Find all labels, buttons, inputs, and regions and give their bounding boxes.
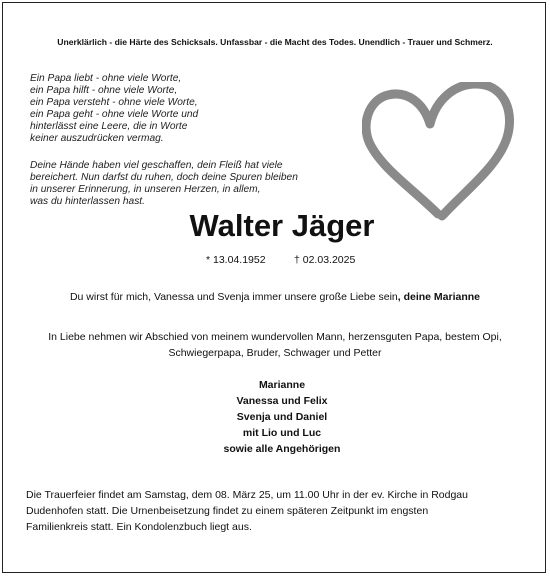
love-line bbox=[0, 291, 550, 303]
poem-line: ein Papa hilft - ohne viele Worte, bbox=[30, 85, 178, 97]
deceased-name: Walter Jäger bbox=[189, 208, 375, 243]
mourner: mit Lio und Luc bbox=[242, 426, 322, 439]
mourner: Vanessa und Felix bbox=[236, 394, 328, 407]
poem-line: in unserer Erinnerung, in unseren Herzen, in allem, bbox=[30, 184, 261, 196]
poem-line: hinterlässt eine Leere, die in Worte bbox=[30, 121, 188, 133]
love-line-text: Du wirst für mich, Vanessa und Svenja immer unsere große Liebe sein bbox=[69, 291, 398, 303]
ceremony-line: Die Trauerfeier findet am Samstag, dem 08. März 25, um 11.00 Uhr in der ev. Kirche in Rodgau bbox=[26, 489, 468, 501]
header-verse: Unerklärlich - die Härte des Schicksals. Unfassbar - die Macht des Todes. Unendlich - Trauer und Schmerz. bbox=[57, 37, 493, 47]
mourners-list bbox=[0, 378, 550, 458]
mourner: sowie alle Angehörigen bbox=[223, 442, 341, 455]
poem-line: Ein Papa liebt - ohne viele Worte, bbox=[30, 73, 182, 84]
poem-line: was du hinterlassen hast. bbox=[30, 196, 145, 208]
love-line-signature: , deine Marianne bbox=[397, 291, 481, 303]
birth-date: * 13.04.1952 bbox=[206, 254, 266, 266]
poem-line: ein Papa geht - ohne viele Worte und bbox=[30, 109, 199, 121]
poem-line: keiner auszudrücken vermag. bbox=[30, 133, 164, 145]
farewell-line-1: In Liebe nehmen wir Abschied von meinem wundervollen Mann, herzensguten Papa, bestem Opi, bbox=[48, 331, 502, 343]
death-date: † 02.03.2025 bbox=[294, 254, 356, 266]
poem-line: Deine Hände haben viel geschaffen, dein Fleiß hat viele bbox=[30, 160, 283, 171]
ceremony-line: Familienkreis statt. Ein Kondolenzbuch liegt aus. bbox=[26, 520, 252, 533]
poem-line: bereichert. Nun darfst du ruhen, doch deine Spuren bleiben bbox=[30, 172, 298, 184]
poem-stanza-1 bbox=[30, 73, 198, 146]
mourner: Marianne bbox=[258, 379, 306, 391]
farewell-line-2: Schwiegerpapa, Bruder, Schwager und Petter bbox=[168, 347, 382, 359]
poem-stanza-2 bbox=[30, 160, 298, 208]
ceremony-line: Dudenhofen statt. Die Urnenbeisetzung findet zu einem späteren Zeitpunkt im engsten bbox=[26, 504, 429, 517]
mourner: Svenja und Daniel bbox=[236, 410, 328, 423]
ceremony-info bbox=[26, 488, 468, 536]
poem-line: ein Papa versteht - ohne viele Worte, bbox=[30, 97, 198, 109]
heart-outline-icon bbox=[362, 82, 518, 222]
